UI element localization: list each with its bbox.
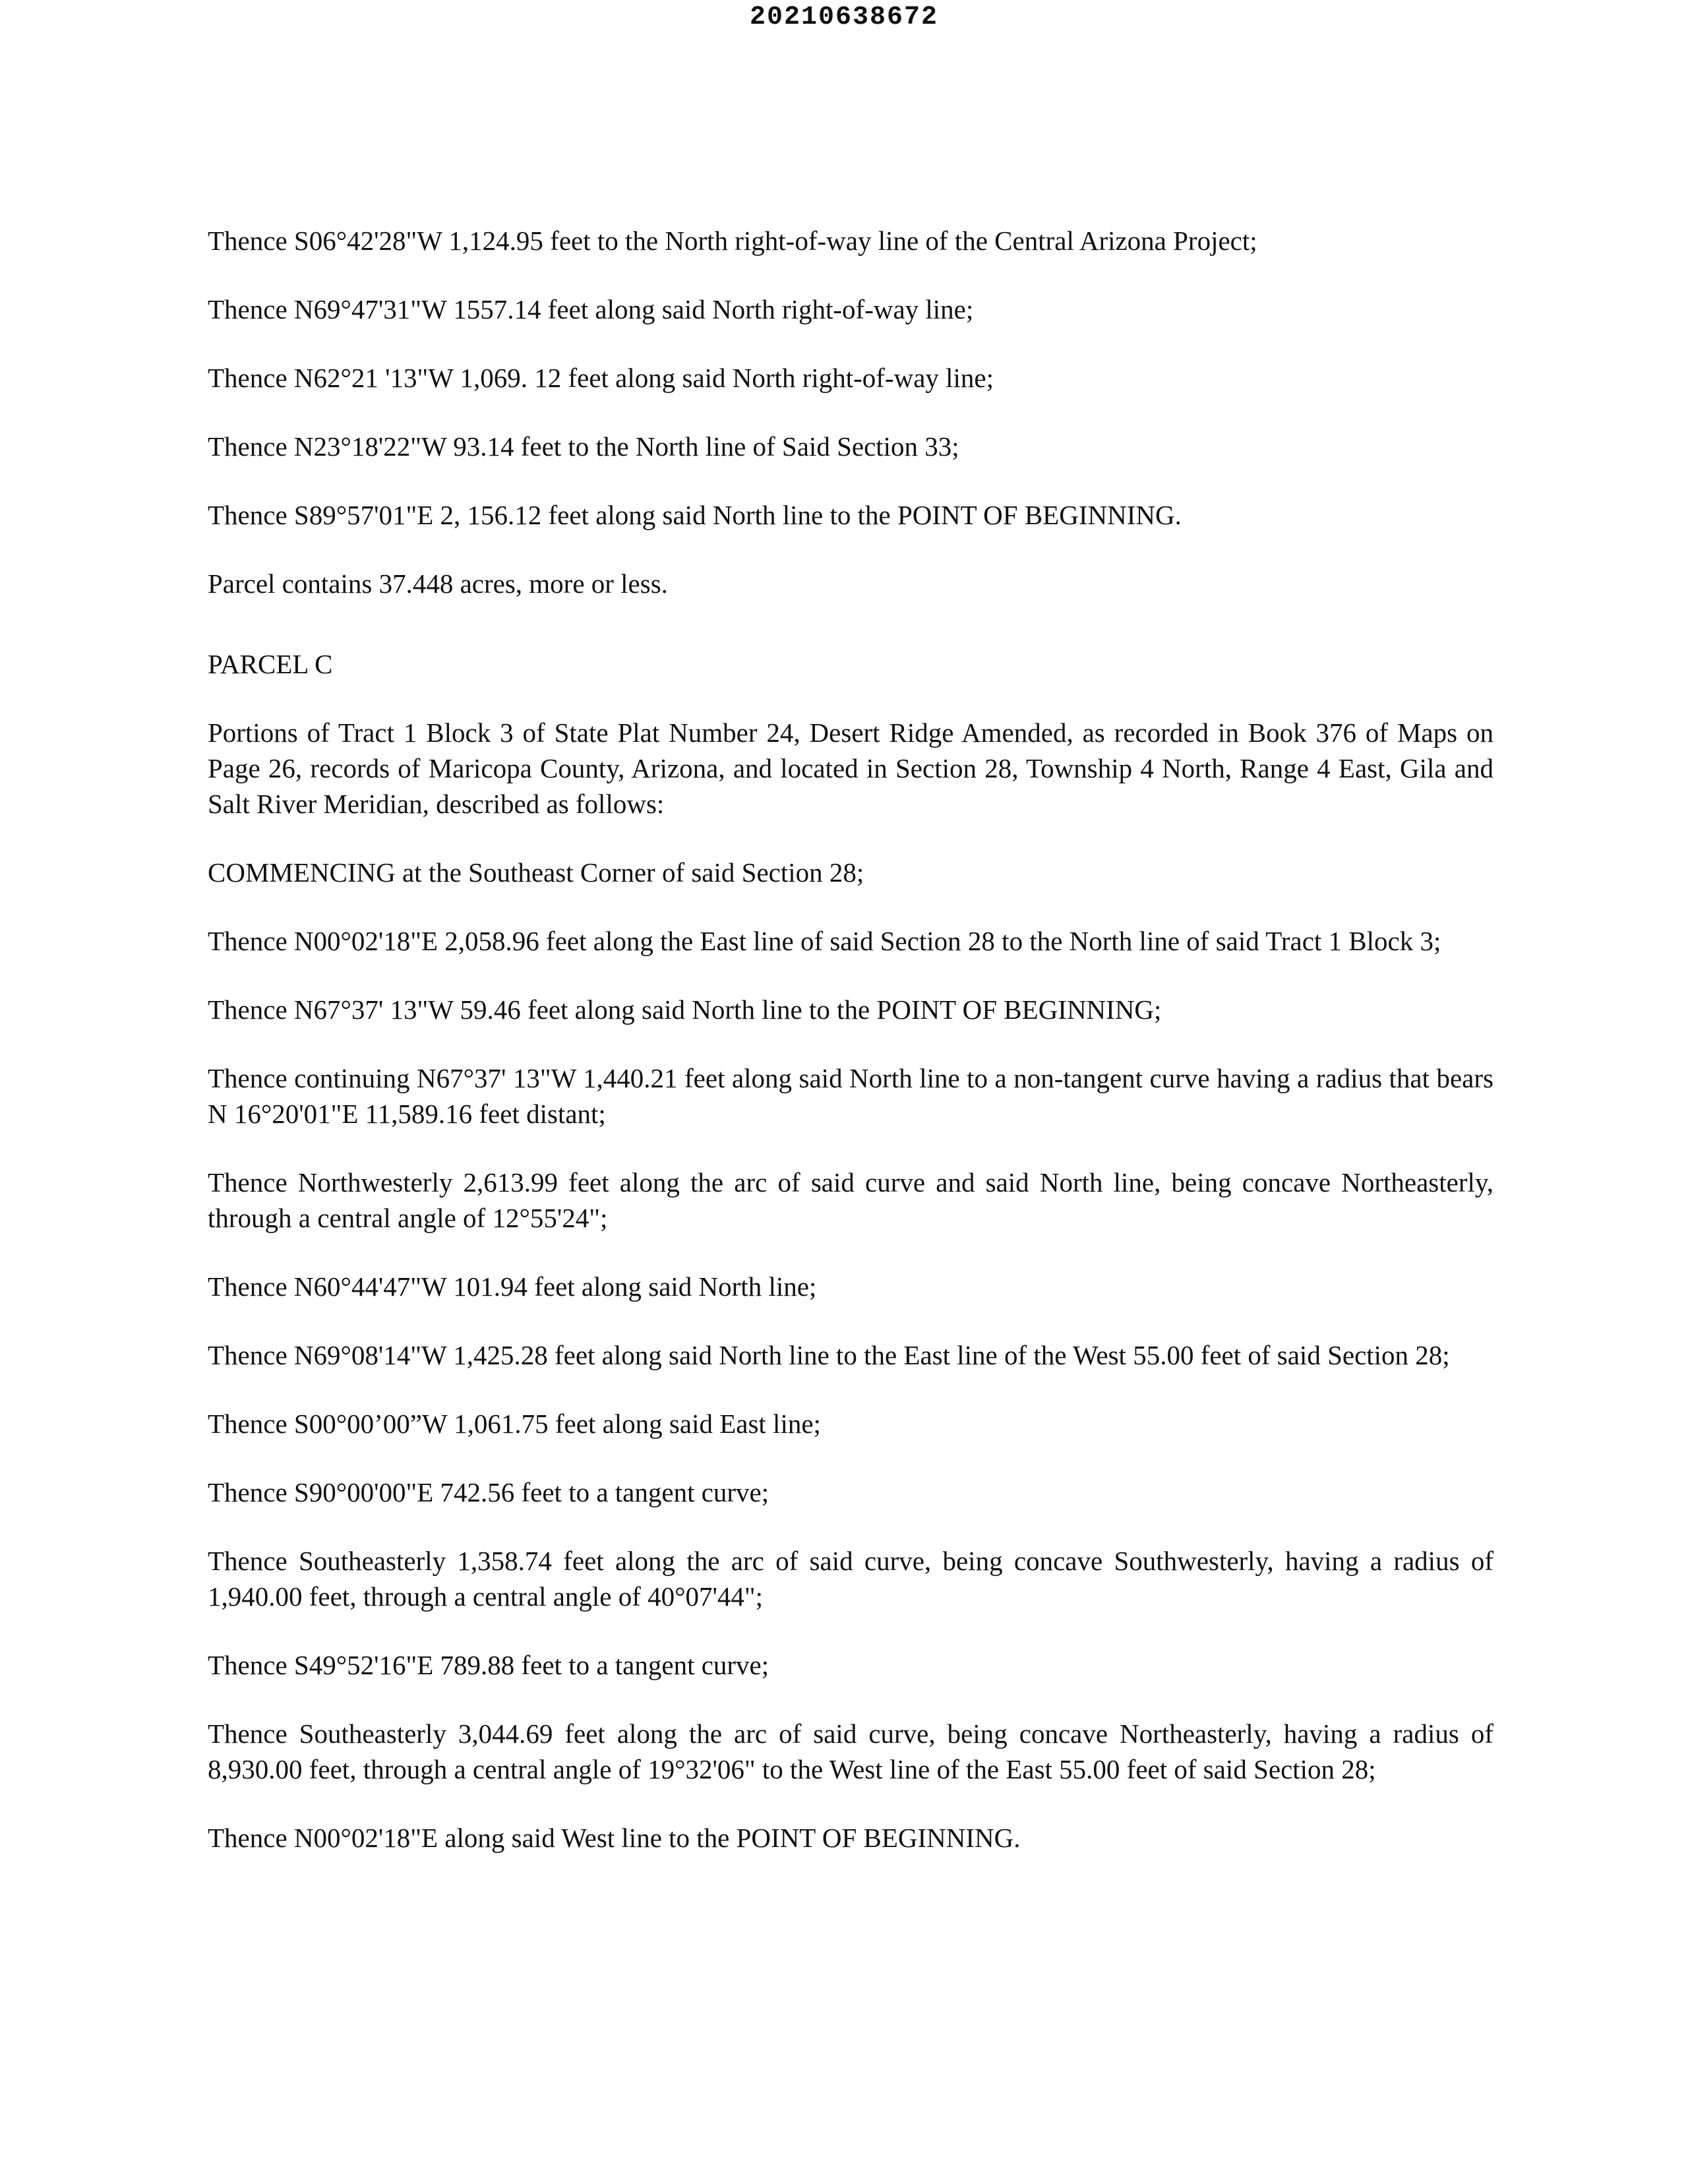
course-paragraph: Thence N00°02'18"E 2,058.96 feet along the East line of said Section 28 to the North line of said Tract 1 Block 3; bbox=[208, 926, 1441, 956]
closing-course-paragraph: Thence N00°02'18"E along said West line to the POINT OF BEGINNING. bbox=[208, 1823, 1021, 1853]
course-paragraph: Thence N69°47'31"W 1557.14 feet along said North right-of-way line; bbox=[208, 294, 974, 324]
document-number: 20210638672 bbox=[749, 3, 939, 32]
parcel-description: Portions of Tract 1 Block 3 of State Plat Number 24, Desert Ridge Amended, as recorded in Book 376 of Maps on Page 26, records of Maricopa County, Arizona, and located in Section 28, Township 4 North, Range 4 East, Gila and Salt River Meridian, described as follows: bbox=[208, 717, 1493, 819]
course-paragraph: Thence continuing N67°37' 13"W 1,440.21 feet along said North line to a non-tangent curve having a radius that bears N 16°20'01"E 11,589.16 feet distant; bbox=[208, 1063, 1493, 1129]
course-paragraph: Thence S89°57'01"E 2, 156.12 feet along said North line to the POINT OF BEGINNING. bbox=[208, 500, 1182, 530]
course-paragraph: Thence Southeasterly 3,044.69 feet along the arc of said curve, being concave Northeasterly, having a radius of 8,930.00 feet, through a central angle of 19°32'06" to the West line of the East 55.00 feet of said Section 28; bbox=[208, 1718, 1493, 1784]
course-paragraph: Thence S49°52'16"E 789.88 feet to a tangent curve; bbox=[208, 1650, 769, 1680]
course-paragraph: Thence N23°18'22"W 93.14 feet to the North line of Said Section 33; bbox=[208, 431, 959, 462]
acreage-statement: Parcel contains 37.448 acres, more or less. bbox=[208, 568, 668, 599]
course-paragraph: Thence S90°00'00"E 742.56 feet to a tangent curve; bbox=[208, 1477, 769, 1507]
course-paragraph: Thence Northwesterly 2,613.99 feet along the arc of said curve and said North line, being concave Northeasterly, through a central angle of 12°55'24"; bbox=[208, 1167, 1493, 1233]
course-paragraph: Thence S00°00’00”W 1,061.75 feet along said East line; bbox=[208, 1409, 821, 1439]
commencing-paragraph: COMMENCING at the Southeast Corner of said Section 28; bbox=[208, 857, 864, 888]
course-paragraph: Thence N67°37' 13"W 59.46 feet along said North line to the POINT OF BEGINNING; bbox=[208, 994, 1162, 1025]
course-paragraph: Thence Southeasterly 1,358.74 feet along the arc of said curve, being concave Southwesterly, having a radius of 1,940.00 feet, through a central angle of 40°07'44"; bbox=[208, 1546, 1493, 1612]
document-body bbox=[208, 223, 1493, 1889]
parcel-heading: PARCEL C bbox=[208, 649, 333, 679]
course-paragraph: Thence S06°42'28"W 1,124.95 feet to the North right-of-way line of the Central Arizona Project; bbox=[208, 226, 1257, 256]
course-paragraph: Thence N62°21 '13"W 1,069. 12 feet along said North right-of-way line; bbox=[208, 363, 994, 393]
course-paragraph: Thence N60°44'47"W 101.94 feet along said North line; bbox=[208, 1271, 817, 1302]
course-paragraph: Thence N69°08'14"W 1,425.28 feet along said North line to the East line of the West 55.00 feet of said Section 28; bbox=[208, 1340, 1450, 1370]
